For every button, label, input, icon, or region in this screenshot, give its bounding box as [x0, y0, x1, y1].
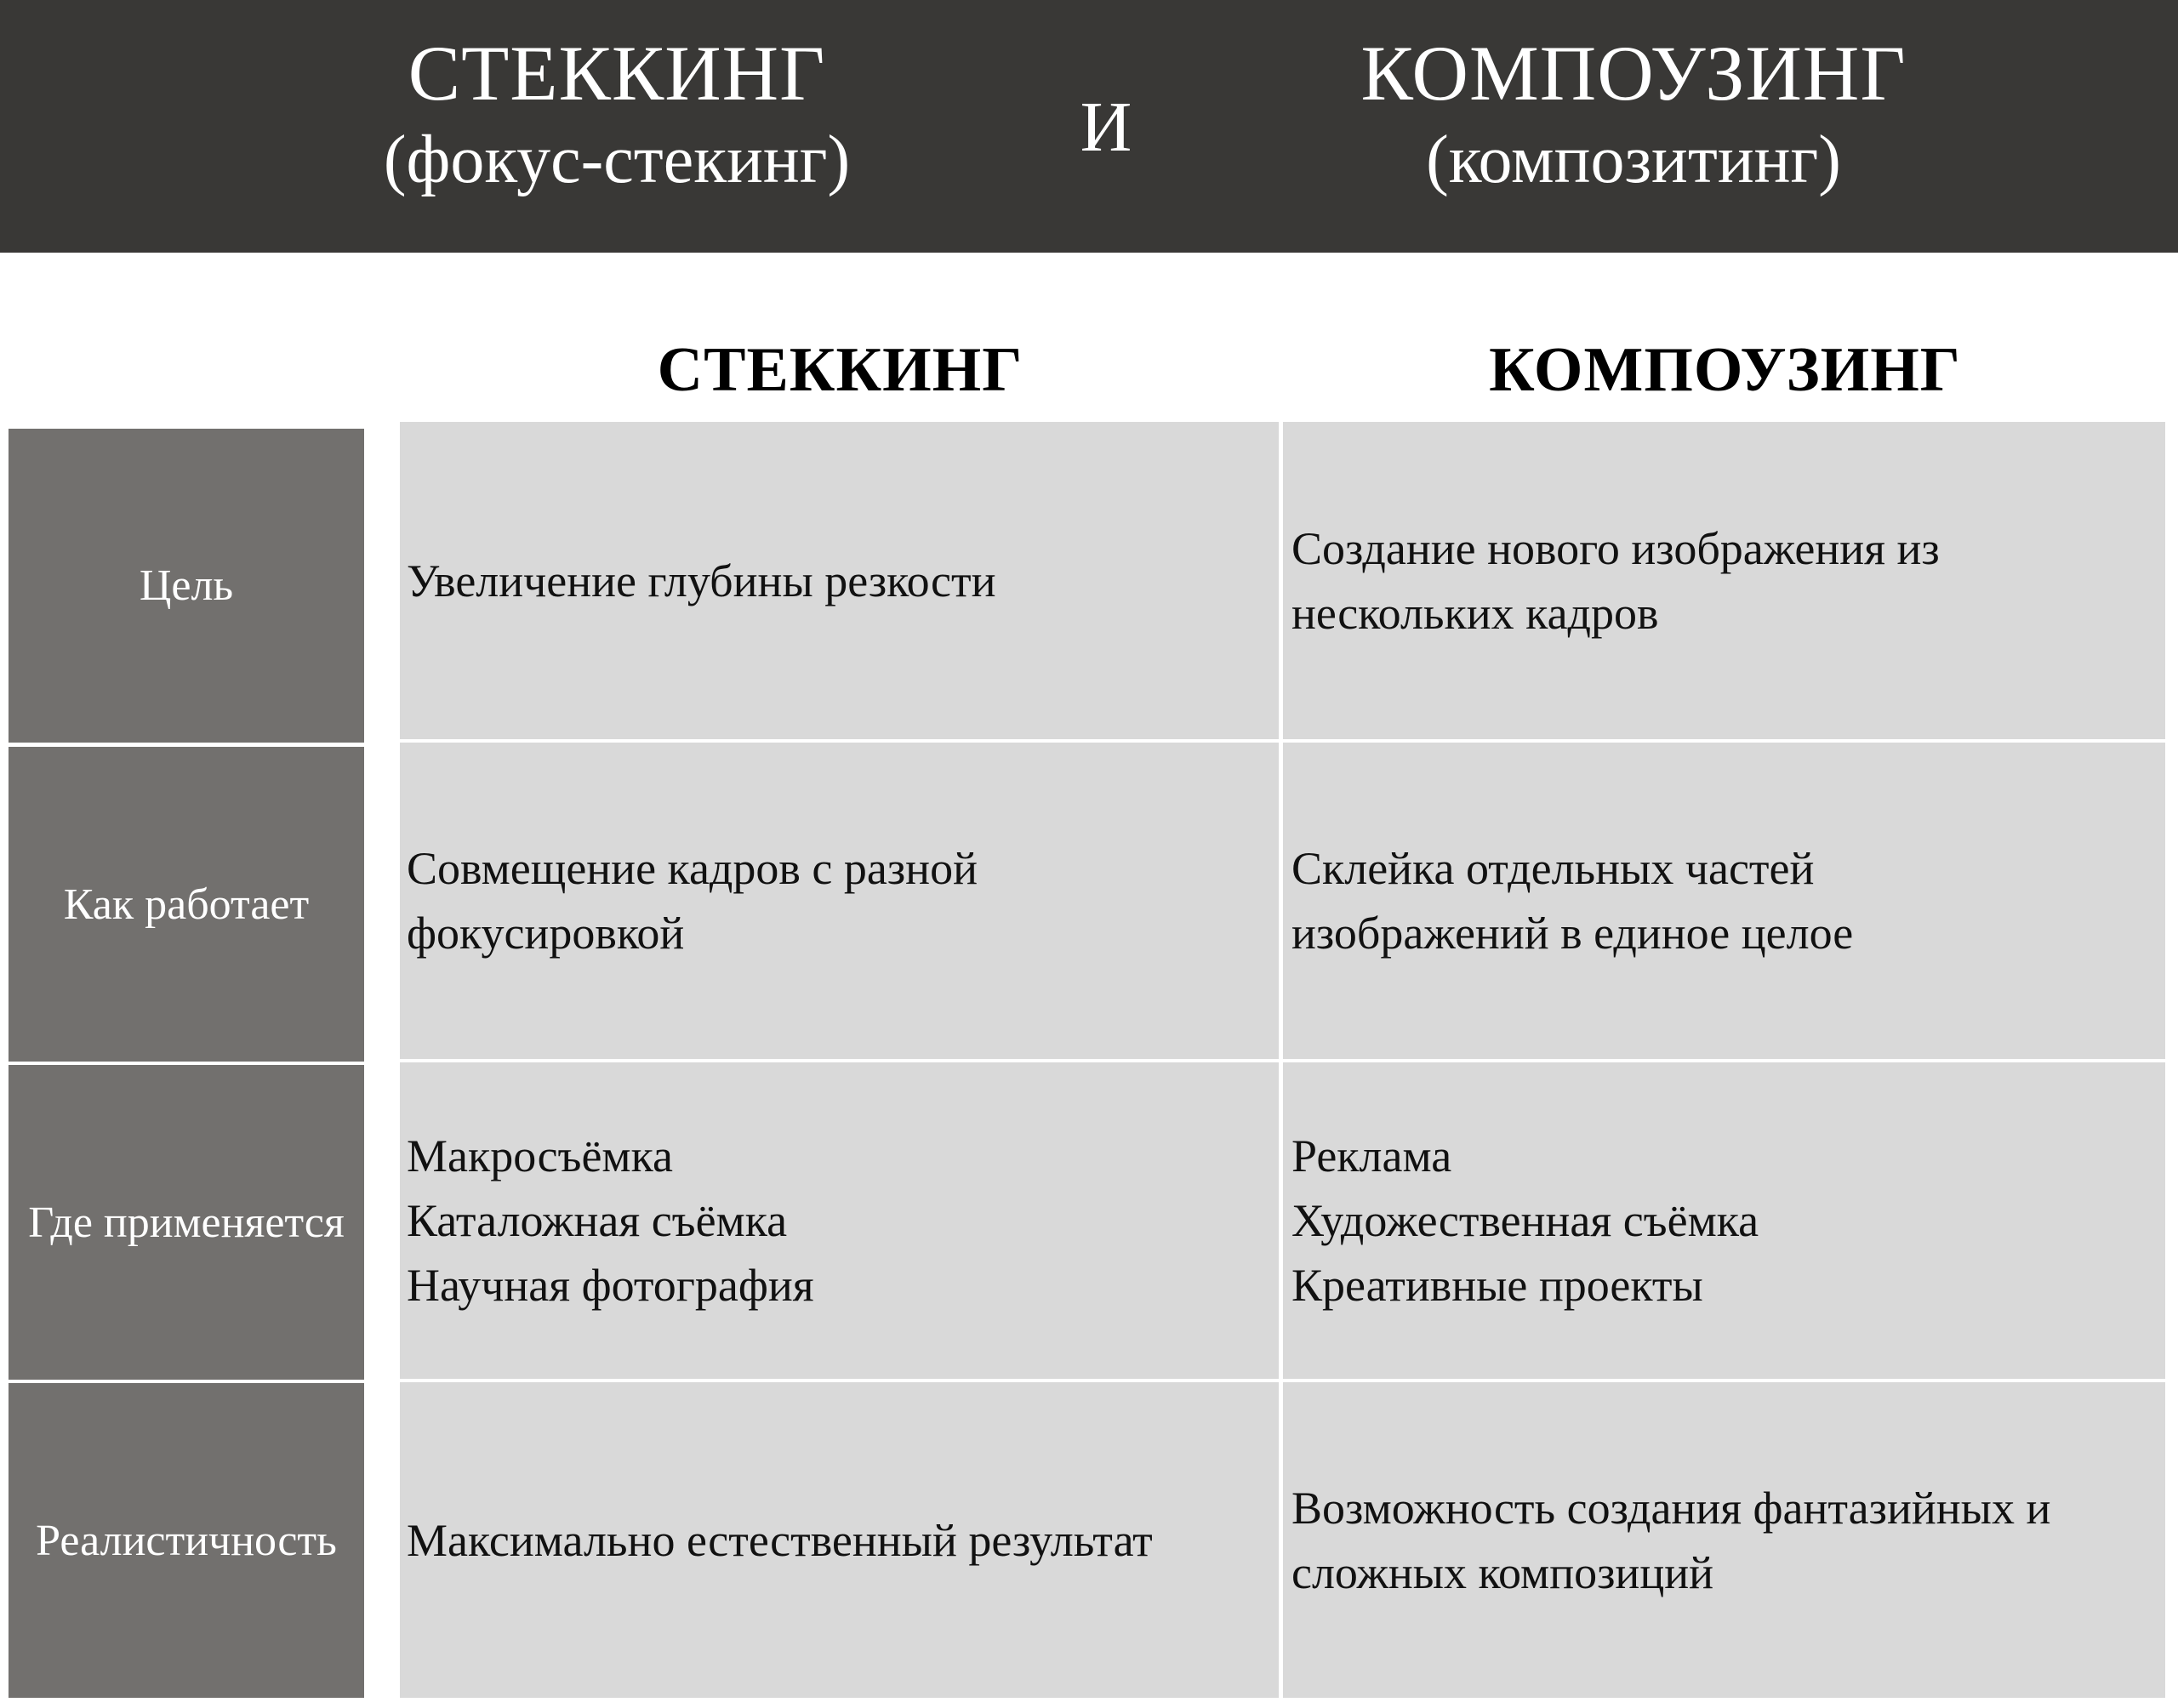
header-band — [0, 0, 2178, 253]
cell-stacking-how-it-works — [400, 743, 1279, 1059]
cell-line: Художественная съёмка — [1291, 1195, 1759, 1246]
row-label-where-used: Где применяется — [9, 1065, 364, 1380]
cell-line: Создание нового изображения из — [1291, 522, 1940, 574]
cell-line: сложных композиций — [1291, 1546, 1714, 1598]
cell-composing-how-it-works — [1283, 743, 2165, 1059]
cell-line: нескольких кадров — [1291, 587, 1659, 639]
cell-line: Совмещение кадров с разной — [407, 843, 978, 894]
cell-line: Каталожная съёмка — [407, 1195, 788, 1246]
cell-composing-where-used — [1283, 1062, 2165, 1379]
cell-line: Креативные проекты — [1291, 1260, 1703, 1311]
cell-line: Научная фотография — [407, 1260, 814, 1311]
header-conjunction: И — [1080, 88, 1132, 167]
cell-line: Увеличение глубины резкости — [407, 555, 996, 606]
cell-line: Реклама — [1291, 1130, 1452, 1181]
cell-stacking-goal — [400, 422, 1279, 739]
header-composing — [1310, 30, 1957, 197]
row-label-goal: Цель — [9, 429, 364, 743]
cell-line: фокусировкой — [407, 908, 685, 959]
row-label-realism: Реалистичность — [9, 1383, 364, 1698]
cell-line: изображений в единое целое — [1291, 908, 1854, 959]
column-heading-composing: КОМПОУЗИНГ — [1489, 335, 1961, 405]
cell-stacking-realism — [400, 1382, 1279, 1698]
header-stacking-subtitle: (фокус-стекинг) — [383, 122, 851, 197]
cell-stacking-where-used — [400, 1062, 1279, 1379]
column-heading-stacking: СТЕККИНГ — [657, 335, 1023, 405]
row-label-how-it-works: Как работает — [9, 747, 364, 1062]
cell-composing-goal — [1283, 422, 2165, 739]
cell-line: Максимально естественный результат — [407, 1514, 1153, 1566]
header-composing-subtitle: (композитинг) — [1426, 122, 1841, 197]
header-stacking-title: СТЕККИНГ — [408, 30, 826, 117]
cell-line: Макросъёмка — [407, 1130, 673, 1181]
cell-line: Склейка отдельных частей — [1291, 843, 1815, 894]
header-stacking — [323, 30, 910, 197]
cell-composing-realism — [1283, 1382, 2165, 1698]
header-composing-title: КОМПОУЗИНГ — [1360, 30, 1907, 117]
cell-line: Возможность создания фантазийных и — [1291, 1482, 2051, 1534]
